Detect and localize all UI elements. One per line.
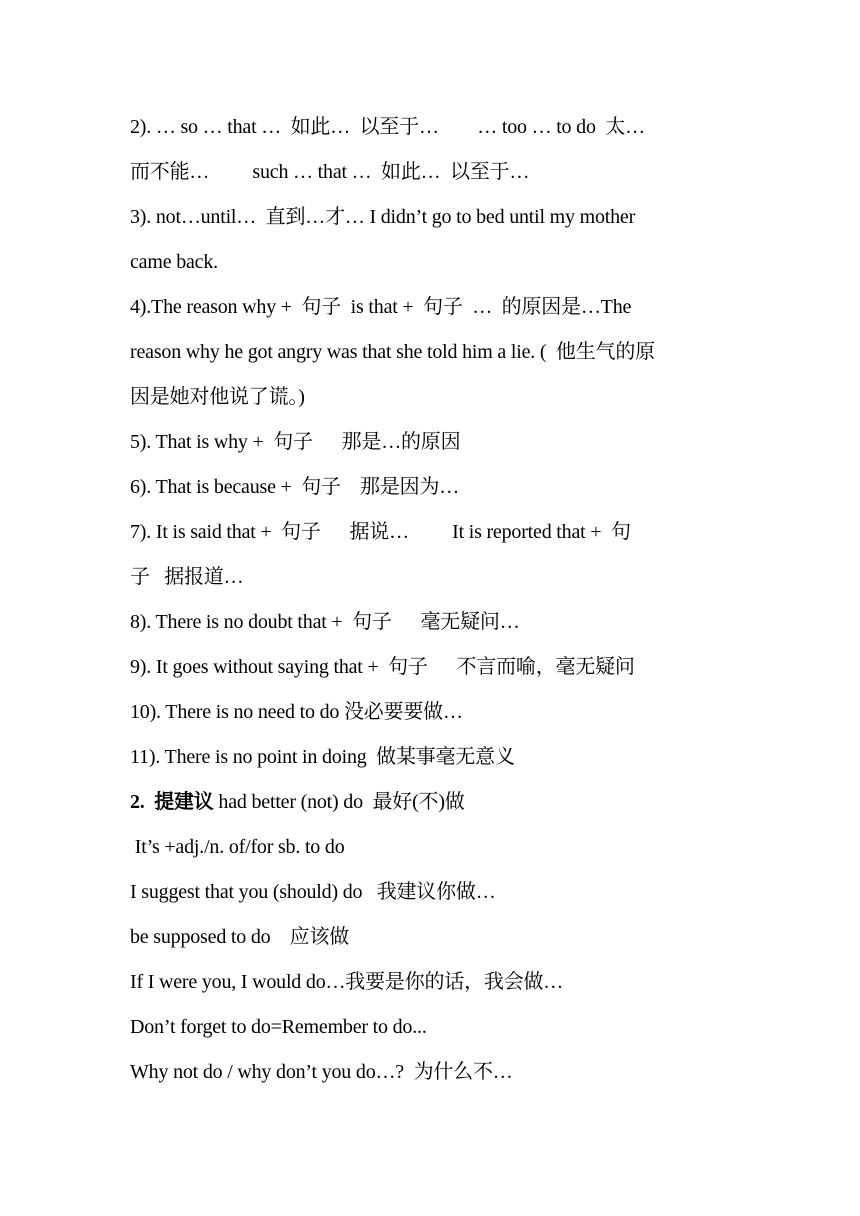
text-line: 10). There is no need to do 没必要要做… bbox=[130, 701, 463, 723]
text-line: It’s +adj./n. of/for sb. to do bbox=[130, 836, 345, 858]
text-line: be supposed to do 应该做 bbox=[130, 926, 350, 948]
text-line: 子 据报道… bbox=[130, 566, 244, 588]
text-line: 3). not…until… 直到…才… I didn’t go to bed until my mother bbox=[130, 206, 636, 228]
text-line: 11). There is no point in doing 做某事毫无意义 bbox=[130, 746, 515, 768]
text-line: I suggest that you (should) do 我建议你做… bbox=[130, 881, 496, 903]
text-line: 8). There is no doubt that + 句子 毫无疑问… bbox=[130, 611, 520, 633]
text-line: 5). That is why + 句子 那是…的原因 bbox=[130, 431, 461, 453]
text-line: If I were you, I would do…我要是你的话，我会做… bbox=[130, 971, 564, 993]
text-line: reason why he got angry was that she told him a lie. ( 他生气的原 bbox=[130, 341, 655, 363]
text-line: Why not do / why don’t you do…? 为什么不… bbox=[130, 1061, 513, 1083]
text-line: 2). … so … that … 如此… 以至于… … too … to do 太… bbox=[130, 116, 645, 138]
text-line: 6). That is because + 句子 那是因为… bbox=[130, 476, 460, 498]
section-heading-line bbox=[130, 780, 730, 825]
text-line: came back. bbox=[130, 251, 218, 273]
text-line: 9). It goes without saying that + 句子 不言而喻，毫无疑问 bbox=[130, 656, 635, 678]
text-line: 7). It is said that + 句子 据说… It is reported that + 句 bbox=[130, 521, 631, 543]
section-heading-rest: had better (not) do 最好(不)做 bbox=[213, 791, 465, 813]
document-body bbox=[130, 105, 730, 1095]
text-line: Don’t forget to do=Remember to do... bbox=[130, 1016, 427, 1038]
text-line: 因是她对他说了谎。) bbox=[130, 386, 305, 408]
text-line: 而不能… such … that … 如此… 以至于… bbox=[130, 161, 530, 183]
text-line: 4).The reason why + 句子 is that + 句子 … 的原因是…The bbox=[130, 296, 632, 318]
section-heading: 2. 提建议 bbox=[130, 791, 214, 813]
